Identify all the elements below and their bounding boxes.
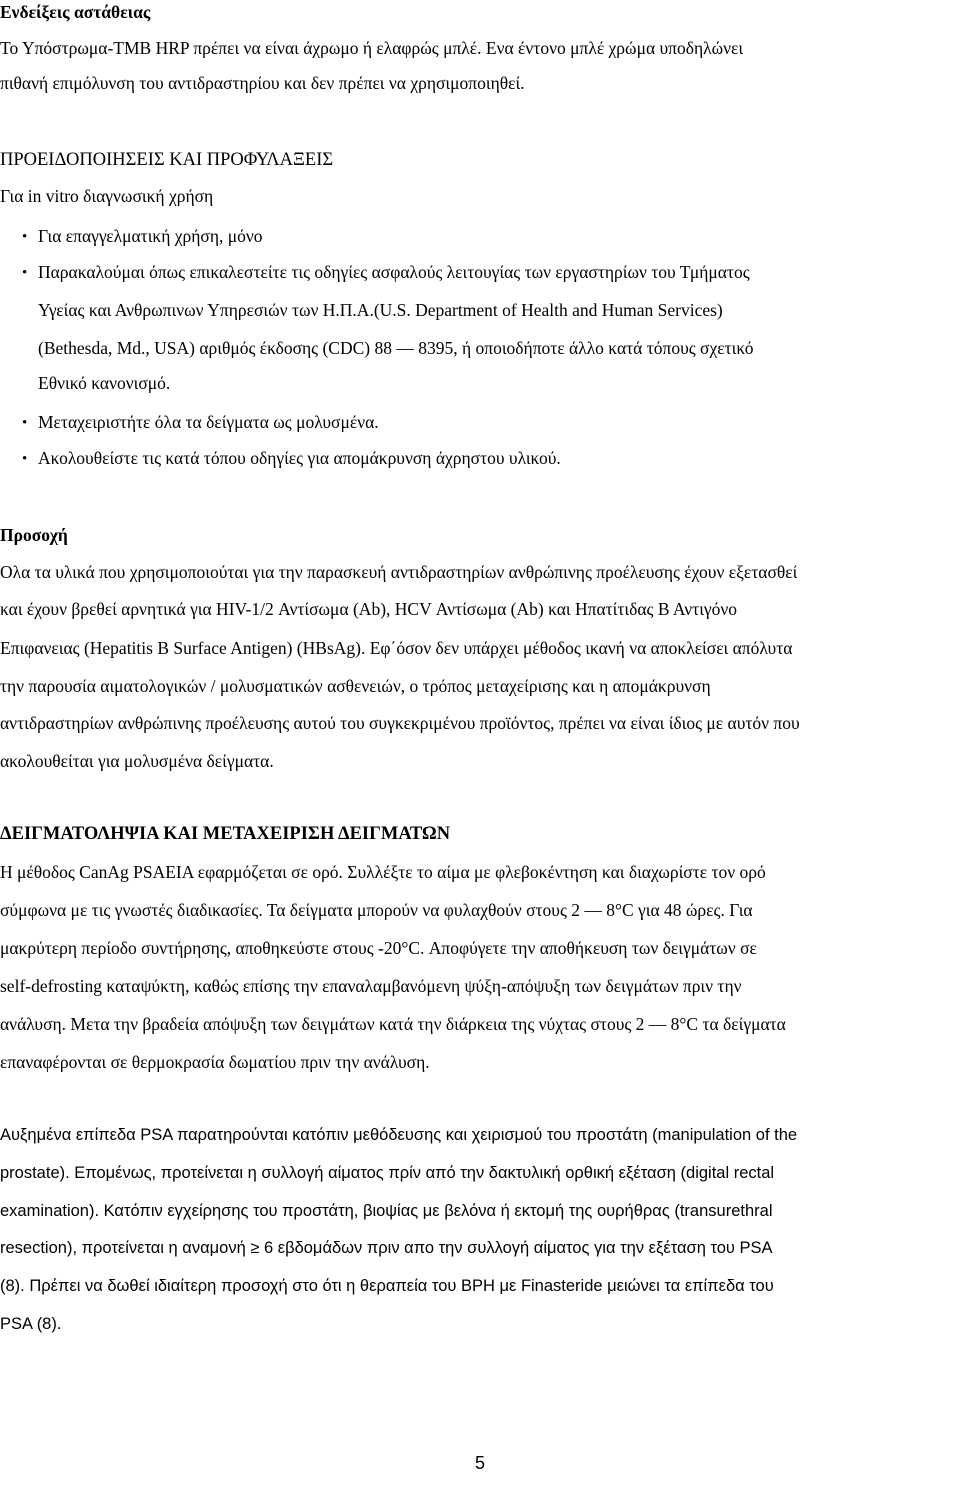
list-item-text: Για επαγγελματική χρήση, μόνο [38, 226, 263, 246]
sampling-text-line: Η μέθοδος CanAg PSAEIA εφαρμόζεται σε ορό. Συλλέξτε το αίμα με φλεβοκέντηση και διαχωρίστε τον ορό [0, 862, 766, 882]
sampling-text-line: self-defrosting καταψύκτη, καθώς επίσης την επαναλαμβανόμενη ψύξη-απόψυξη των δειγμάτων πριν την [0, 976, 742, 996]
list-item-text: Υγείας και Ανθρωπινων Υπηρεσιών των Η.Π.Α.(U.S. Department of Health and Human Services) [38, 300, 723, 320]
list-item-text: Παρακαλούμαι όπως επικαλεστείτε τις οδηγίες ασφαλούς λειτουγίας των εργαστηρίων του Τμήματος [38, 262, 750, 282]
page-number: 5 [474, 1453, 485, 1473]
list-item-text: Μεταχειριστήτε όλα τα δείγματα ως μολυσμένα. [38, 412, 379, 432]
bullet-icon: • [22, 451, 28, 467]
bullet-icon: • [22, 265, 28, 281]
caution-text-line: Ολα τα υλικά που χρησιμοποιούται για την παρασκευή αντιδραστηρίων ανθρώπινης προέλευσης έχουν εξετασθεί [0, 562, 798, 582]
list-item-text: Εθνικό κανονισμό. [38, 373, 171, 393]
psa-text-line: PSA (8). [0, 1315, 62, 1333]
instability-text-line: Το Υπόστρωμα-TMB HRP πρέπει να είναι άχρωμο ή ελαφρώς μπλέ. Ενα έντονο μπλέ χρώμα υποδηλώνει [0, 38, 744, 58]
psa-text-line: examination). Κατόπιν εγχείρησης του προστάτη, βιοψίας με βελόνα ή εκτομή της ουρήθρας (transurethral [0, 1202, 773, 1220]
instability-heading: Ενδείξεις αστάθειας [0, 2, 151, 22]
psa-text-line: (8). Πρέπει να δωθεί ιδιαίτερη προσοχή στο ότι η θεραπεία του BPH με Finasteride μειώνει τα επίπεδα του [0, 1277, 774, 1295]
sampling-text-line: επαναφέρονται σε θερμοκρασία δωματίου πριν την ανάλυση. [0, 1052, 430, 1072]
caution-text-line: και έχουν βρεθεί αρνητικά για HIV-1/2 Αντίσωμα (Ab), HCV Αντίσωμα (Ab) και Ηπατίτιδας Β Αντιγόνο [0, 599, 738, 619]
caution-text-line: αντιδραστηρίων ανθρώπινης προέλευσης αυτού του συγκεκριμένου προϊόντος, πρέπει να είναι ίδιος με αυτόν που [0, 713, 800, 733]
caution-heading: Προσοχή [0, 525, 68, 545]
list-item-text: Ακολουθείστε τις κατά τόπου οδηγίες για απομάκρυνση άχρηστου υλικού. [38, 448, 561, 468]
psa-text-line: prostate). Επομένως, προτείνεται η συλλογή αίματος πρίν από την δακτυλική ορθική εξέταση (digital rectal [0, 1164, 775, 1182]
psa-text-line: resection), προτείνεται η αναμονή ≥ 6 εβδομάδων πριν απο την συλλογή αίματος για την εξέταση του PSA [0, 1239, 773, 1257]
sampling-heading: ΔΕΙΓΜΑΤΟΛΗΨΙΑ ΚΑΙ ΜΕΤΑΧΕΙΡΙΣΗ ΔΕΙΓΜΑΤΩΝ [0, 824, 451, 844]
bullet-icon: • [22, 415, 28, 431]
caution-text-line: Επιφανειας (Hepatitis B Surface Antigen) (HBsAg). Εφ΄όσον δεν υπάρχει μέθοδος ικανή να αποκλείσει απόλυτα [0, 638, 793, 658]
warnings-subheading: Για in vitro διαγνωσική χρήση [0, 186, 214, 206]
sampling-text-line: μακρύτερη περίοδο συντήρησης, αποθηκεύστε στους -20°C. Αποφύγετε την αποθήκευση των δειγμάτων σε [0, 938, 757, 958]
warnings-heading: ΠΡΟΕΙΔΟΠΟΙΗΣΕΙΣ ΚΑΙ ΠΡΟΦΥΛΑΞΕΙΣ [0, 150, 334, 170]
sampling-text-line: ανάλυση. Μετα την βραδεία απόψυξη των δειγμάτων κατά την διάρκεια της νύχτας στους 2 — 8°C τα δείγματα [0, 1014, 786, 1034]
caution-text-line: ακολουθείται για μολυσμένα δείγματα. [0, 751, 274, 771]
caution-text-line: την παρουσία αιματολογικών / μολυσματικών ασθενειών, ο τρόπος μεταχείρισης και η απομάκρυνση [0, 676, 711, 696]
psa-text-line: Αυξημένα επίπεδα PSA παρατηρούνται κατόπιν μεθόδευσης και χειρισμού του προστάτη (manipulation of the [0, 1126, 798, 1144]
instability-text-line: πιθανή επιμόλυνση του αντιδραστηρίου και δεν πρέπει να χρησιμοποιηθεί. [0, 73, 525, 93]
sampling-text-line: σύμφωνα με τις γνωστές διαδικασίες. Τα δείγματα μπορούν να φυλαχθούν στους 2 — 8°C για 48 ώρες. Για [0, 900, 753, 920]
bullet-icon: • [22, 229, 28, 245]
list-item-text: (Bethesda, Md., USA) αριθμός έκδοσης (CDC) 88 — 8395, ή οποιοδήποτε άλλο κατά τόπους σχετικό [38, 338, 754, 358]
